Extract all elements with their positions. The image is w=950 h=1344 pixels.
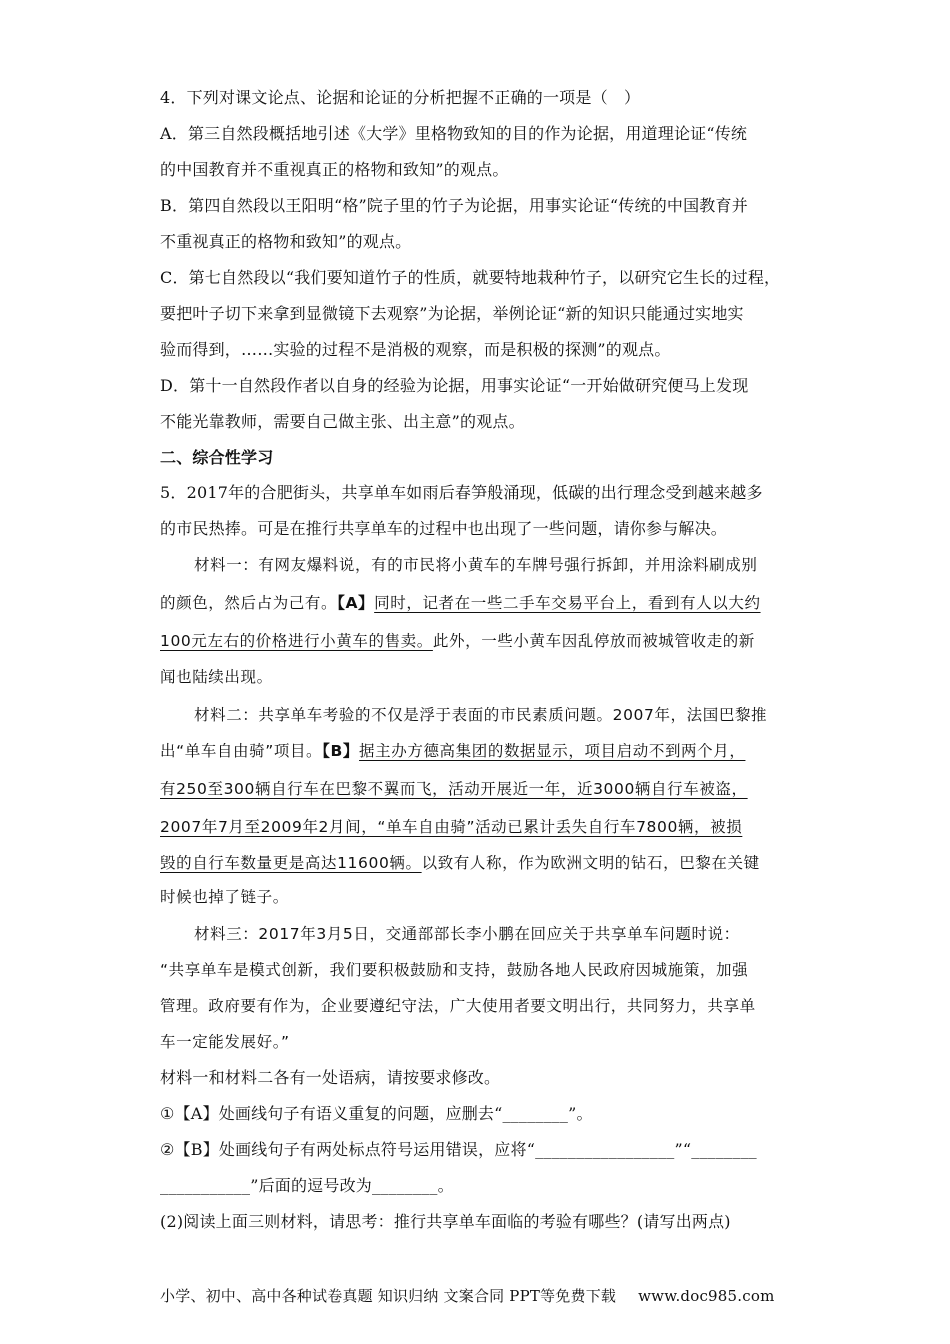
marker-a: 【A】: [337, 594, 375, 612]
material2-line5: [160, 853, 760, 873]
material2-line6: 时候也掉了链子。: [160, 888, 289, 906]
q4-option-c-line1: C．第七自然段以“我们要知道竹子的性质，就要特地栽种竹子，以研究它生长的过程，: [160, 268, 781, 287]
footer: [160, 1286, 775, 1306]
q4-option-b-line2: 不重视真正的格物和致知”的观点。: [160, 232, 412, 251]
material2-text: 以致有人称，作为欧洲文明的钻石，巴黎在关键: [421, 854, 760, 872]
footer-text: 小学、初中、高中各种试卷真题 知识归纳 文案合同 PPT等免费下载: [160, 1287, 617, 1305]
underlined-sentence-b: 据主办方德高集团的数据显示，项目启动不到两个月，: [359, 742, 746, 760]
q5-intro-line2: 的市民热捧。可是在推行共享单车的过程中也出现了一些问题，请你参与解决。: [160, 519, 728, 538]
footer-link[interactable]: www.doc985.com: [638, 1287, 775, 1305]
material2-line2: [160, 741, 745, 761]
material3-line4: 车一定能发展好。”: [160, 1033, 290, 1051]
section-heading: 二、综合性学习: [160, 448, 274, 467]
material1-line3: [160, 631, 755, 651]
material1-line2: [160, 593, 761, 613]
material1-line4: 闻也陆续出现。: [160, 668, 273, 686]
material1-text: 此外，一些小黄车因乱停放而被城管收走的新: [432, 632, 755, 650]
marker-b: 【B】: [322, 742, 360, 760]
material3-line2: “共享单车是模式创新，我们要积极鼓励和支持，鼓励各地人民政府因城施策，加强: [160, 961, 749, 979]
q4-option-c-line2: 要把叶子切下来拿到显微镜下去观察”为论据，举例论证“新的知识只能通过实地实: [160, 304, 744, 323]
material2-text: 出“单车自由骑”项目。: [160, 742, 323, 760]
material3-line3: 管理。政府要有作为，企业要遵纪守法，广大使用者要文明出行，共同努力，共享单: [160, 997, 756, 1015]
q4-option-d-line1: D．第十一自然段作者以自身的经验为论据，用事实论证“一开始做研究便马上发现: [160, 376, 749, 395]
q4-stem: 4．下列对课文论点、论据和论证的分析把握不正确的一项是（ ）: [160, 88, 641, 107]
material1-text: 的颜色，然后占为己有。: [160, 594, 338, 612]
underlined-sentence-a-cont: 100元左右的价格进行小黄车的售卖。: [160, 632, 433, 650]
underlined-sentence-b-line3: 有250至300辆自行车在巴黎不翼而飞，活动开展近一年，近3000辆自行车被盗，: [160, 780, 748, 798]
q4-option-a-line2: 的中国教育并不重视真正的格物和致知”的观点。: [160, 160, 509, 179]
underlined-sentence-b-end: 毁的自行车数量更是高达11600辆。: [160, 854, 422, 872]
q4-option-a-line1: A．第三自然段概括地引述《大学》里格物致知的目的作为论据，用道理论证“传统: [160, 124, 748, 143]
q4-option-c-line3: 验而得到，……实验的过程不是消极的观察，而是积极的探测”的观点。: [160, 340, 671, 359]
sub-question-2-line1: ②【B】处画线句子有两处标点符号运用错误，应将“_________________”“________: [160, 1140, 757, 1159]
q5-intro-line1: 5．2017年的合肥街头，共享单车如雨后春笋般涌现，低碳的出行理念受到越来越多: [160, 483, 763, 502]
underlined-sentence-a: 同时，记者在一些二手车交易平台上，看到有人以大约: [374, 594, 761, 612]
sub-question-1: ①【A】处画线句子有语义重复的问题，应删去“________”。: [160, 1104, 593, 1123]
underlined-sentence-b-line4: 2007年7月至2009年2月间，“单车自由骑”活动已累计丢失自行车7800辆，被损: [160, 818, 743, 836]
sub-question-3: (2)阅读上面三则材料，请思考：推行共享单车面临的考验有哪些？(请写出两点): [160, 1212, 731, 1231]
material1-line1: 材料一：有网友爆料说，有的市民将小黄车的车牌号强行拆卸，并用涂料刷成别: [194, 556, 758, 574]
q4-option-d-line2: 不能光靠教师，需要自己做主张、出主意”的观点。: [160, 412, 525, 431]
task-instruction: 材料一和材料二各有一处语病，请按要求修改。: [160, 1068, 501, 1087]
material2-line1: 材料二：共享单车考验的不仅是浮于表面的市民素质问题。2007年，法国巴黎推: [194, 706, 768, 724]
sub-question-2-line2: ___________”后面的逗号改为________。: [160, 1176, 454, 1195]
q4-option-b-line1: B．第四自然段以王阳明“格”院子里的竹子为论据，用事实论证“传统的中国教育并: [160, 196, 748, 215]
material3-line1: 材料三：2017年3月5日，交通部部长李小鹏在回应关于共享单车问题时说：: [194, 925, 740, 943]
